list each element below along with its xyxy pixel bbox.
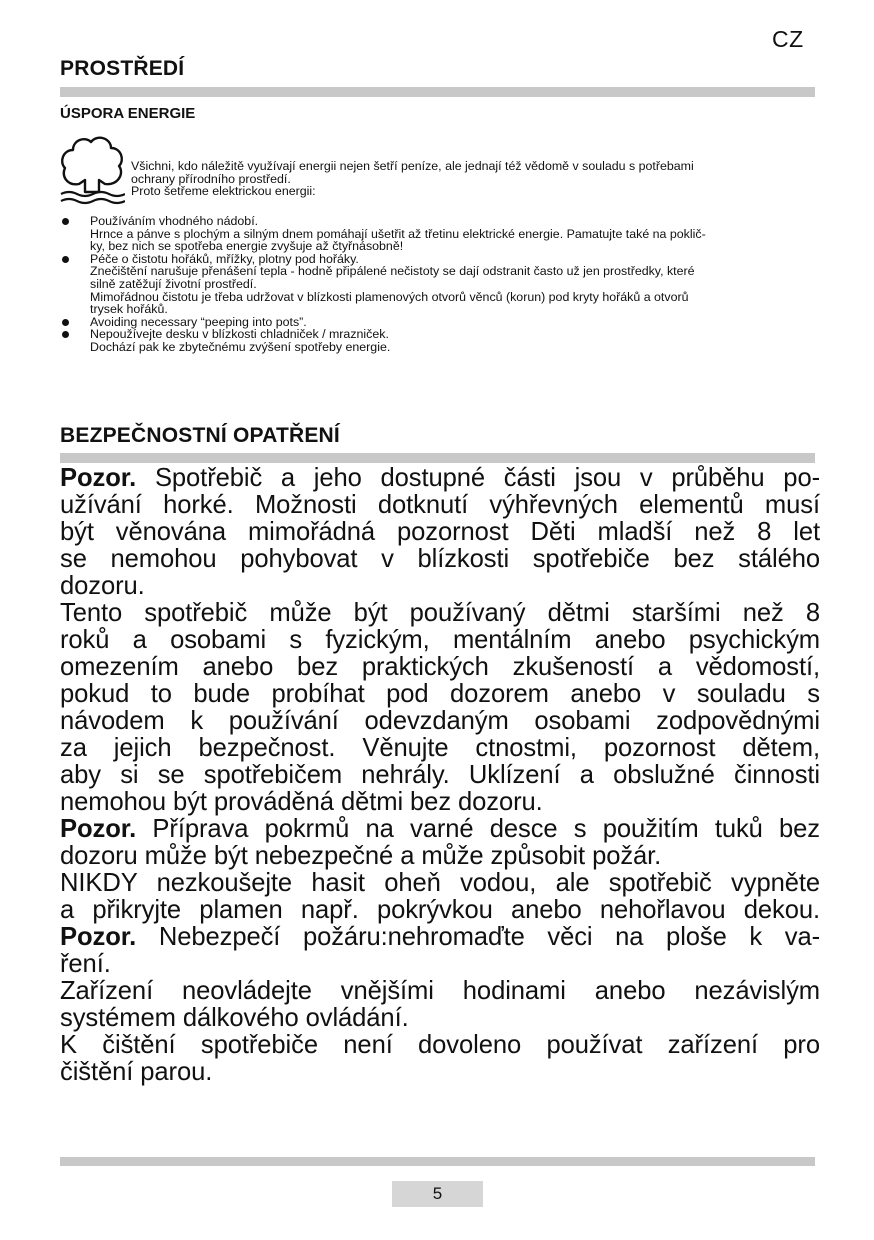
safety-line-text: být věnována mimořádná pozornost Děti mladší než 8 let [60, 518, 820, 546]
safety-line [60, 600, 820, 627]
safety-line-text: čištění parou. [60, 1058, 213, 1086]
tip-line: Používáním vhodného nádobí. [90, 214, 259, 228]
safety-line [60, 924, 820, 951]
tip-line: Avoiding necessary “peeping into pots”. [90, 314, 307, 329]
safety-line [60, 1032, 820, 1059]
safety-line-text: systémem dálkového ovládání. [60, 1004, 409, 1032]
safety-line-text: Příprava pokrmů na varné desce s použitím tuků bez [136, 815, 820, 843]
warning-label: Pozor. [60, 815, 137, 843]
safety-line [60, 573, 820, 600]
safety-line-text: Spotřebič a jeho dostupné části jsou v průběhu po- [136, 464, 820, 492]
list-item [62, 215, 822, 253]
safety-line-text: a přikryjte plamen např. pokrývkou anebo nehořlavou dekou. [60, 896, 820, 924]
safety-line-text: návodem k používání odevzdaným osobami zodpovědnými [60, 707, 820, 735]
warning-label: Pozor. [60, 464, 137, 492]
tip-line: Dochází pak ke zbytečnému zvýšení spotřeby energie. [90, 339, 391, 354]
tip-line: Nepoužívejte desku v blízkosti chladniček / mrazniček. [90, 327, 389, 342]
intro-line: ochrany přírodního prostředí. [131, 171, 291, 186]
safety-line-text: K čištění spotřebiče není dovoleno používat zařízení pro [60, 1031, 820, 1059]
safety-line-text: nemohou být prováděná dětmi bez dozoru. [60, 788, 543, 816]
safety-line [60, 816, 820, 843]
safety-line [60, 546, 820, 573]
safety-line [60, 492, 820, 519]
safety-line [60, 978, 820, 1005]
safety-line [60, 519, 820, 546]
footer-divider [60, 1157, 815, 1166]
energy-saving-subtitle: ÚSPORA ENERGIE [60, 105, 196, 122]
tip-line: Mimořádnou čistotu je třeba udržovat v blízkosti plamenových otvorů věnců (korun) pod kryty hořáků a otvorů [90, 289, 689, 304]
bullet-icon [62, 331, 69, 338]
safety-line [60, 465, 820, 492]
intro-line: Proto šetřeme elektrickou energii: [131, 184, 316, 199]
safety-line [60, 843, 820, 870]
warning-label: Pozor. [60, 923, 137, 951]
safety-line-text: roků a osobami s fyzickým, mentálním anebo psychickým [60, 626, 820, 654]
safety-line-text: dozoru může být nebezpečné a může způsobit požár. [60, 842, 662, 870]
safety-line [60, 627, 820, 654]
safety-line [60, 762, 820, 789]
safety-line-text: aby si se spotřebičem nehrály. Uklízení a obslužné činnosti [60, 761, 820, 789]
tip-line: Péče o čistotu hořáků, mřížky, plotny pod hořáky. [90, 251, 359, 266]
language-code: CZ [772, 26, 804, 52]
safety-divider [60, 453, 815, 463]
safety-line-text: dozoru. [60, 572, 145, 600]
safety-line [60, 897, 820, 924]
bullet-icon [62, 218, 69, 225]
list-item [62, 253, 822, 316]
bullet-icon [62, 319, 69, 326]
safety-title: BEZPEČNOSTNÍ OPATŘENÍ [60, 424, 340, 447]
safety-text [60, 465, 820, 1086]
safety-line-text: Tento spotřebič může být používaný dětmi staršími než 8 [60, 599, 820, 627]
energy-tips-list [62, 215, 822, 354]
safety-line-text: se nemohou pohybovat v blízkosti spotřebiče bez stálého [60, 545, 820, 573]
safety-line [60, 951, 820, 978]
safety-line [60, 708, 820, 735]
safety-line-text: Nebezpečí požáru:nehromaďte věci na ploše k va- [136, 923, 820, 951]
safety-line [60, 654, 820, 681]
environment-divider [60, 87, 815, 97]
tip-line: trysek hořáků. [90, 302, 168, 317]
safety-line [60, 870, 820, 897]
tip-line: ky, bez nich se spotřeba energie zvyšuje až čtyřnásobně! [90, 239, 404, 254]
page-number: 5 [392, 1181, 483, 1207]
tip-line: Hrnce a pánve s plochým a silným dnem pomáhají ušetřit až třetinu elektrické energie. Pamatujte také na poklič- [90, 226, 706, 241]
environment-title: PROSTŘEDÍ [60, 57, 185, 80]
tip-line: silně zatěžují životní prostředí. [90, 276, 257, 291]
safety-line-text: užívání horké. Možnosti dotknutí výhřevných elementů musí [60, 491, 820, 519]
safety-line [60, 681, 820, 708]
safety-line-text: pokud to bude probíhat pod dozorem anebo v souladu s [60, 680, 820, 708]
safety-line-text: za jejich bezpečnost. Věnujte ctnostmi, pozornost dětem, [60, 734, 820, 762]
tree-icon [59, 134, 125, 206]
safety-line-text: NIKDY nezkoušejte hasit oheň vodou, ale spotřebič vypněte [60, 869, 820, 897]
safety-line [60, 789, 820, 816]
safety-line [60, 1005, 820, 1032]
safety-line-text: Zařízení neovládejte vnějšími hodinami anebo nezávislým [60, 977, 820, 1005]
intro-line: Všichni, kdo náležitě využívají energii nejen šetří peníze, ale jednají též vědomě v souladu s potřebami [131, 159, 694, 173]
safety-line-text: ření. [60, 950, 111, 978]
list-item [62, 328, 822, 353]
safety-line [60, 735, 820, 762]
bullet-icon [62, 256, 69, 263]
safety-line [60, 1059, 820, 1086]
intro-text [131, 160, 811, 198]
safety-line-text: omezením anebo bez praktických zkušeností a vědomostí, [60, 653, 820, 681]
tip-line: Znečištění narušuje přenášení tepla - hodně připálené nečistoty se dají odstranit často už jen prostředky, které [90, 264, 695, 279]
